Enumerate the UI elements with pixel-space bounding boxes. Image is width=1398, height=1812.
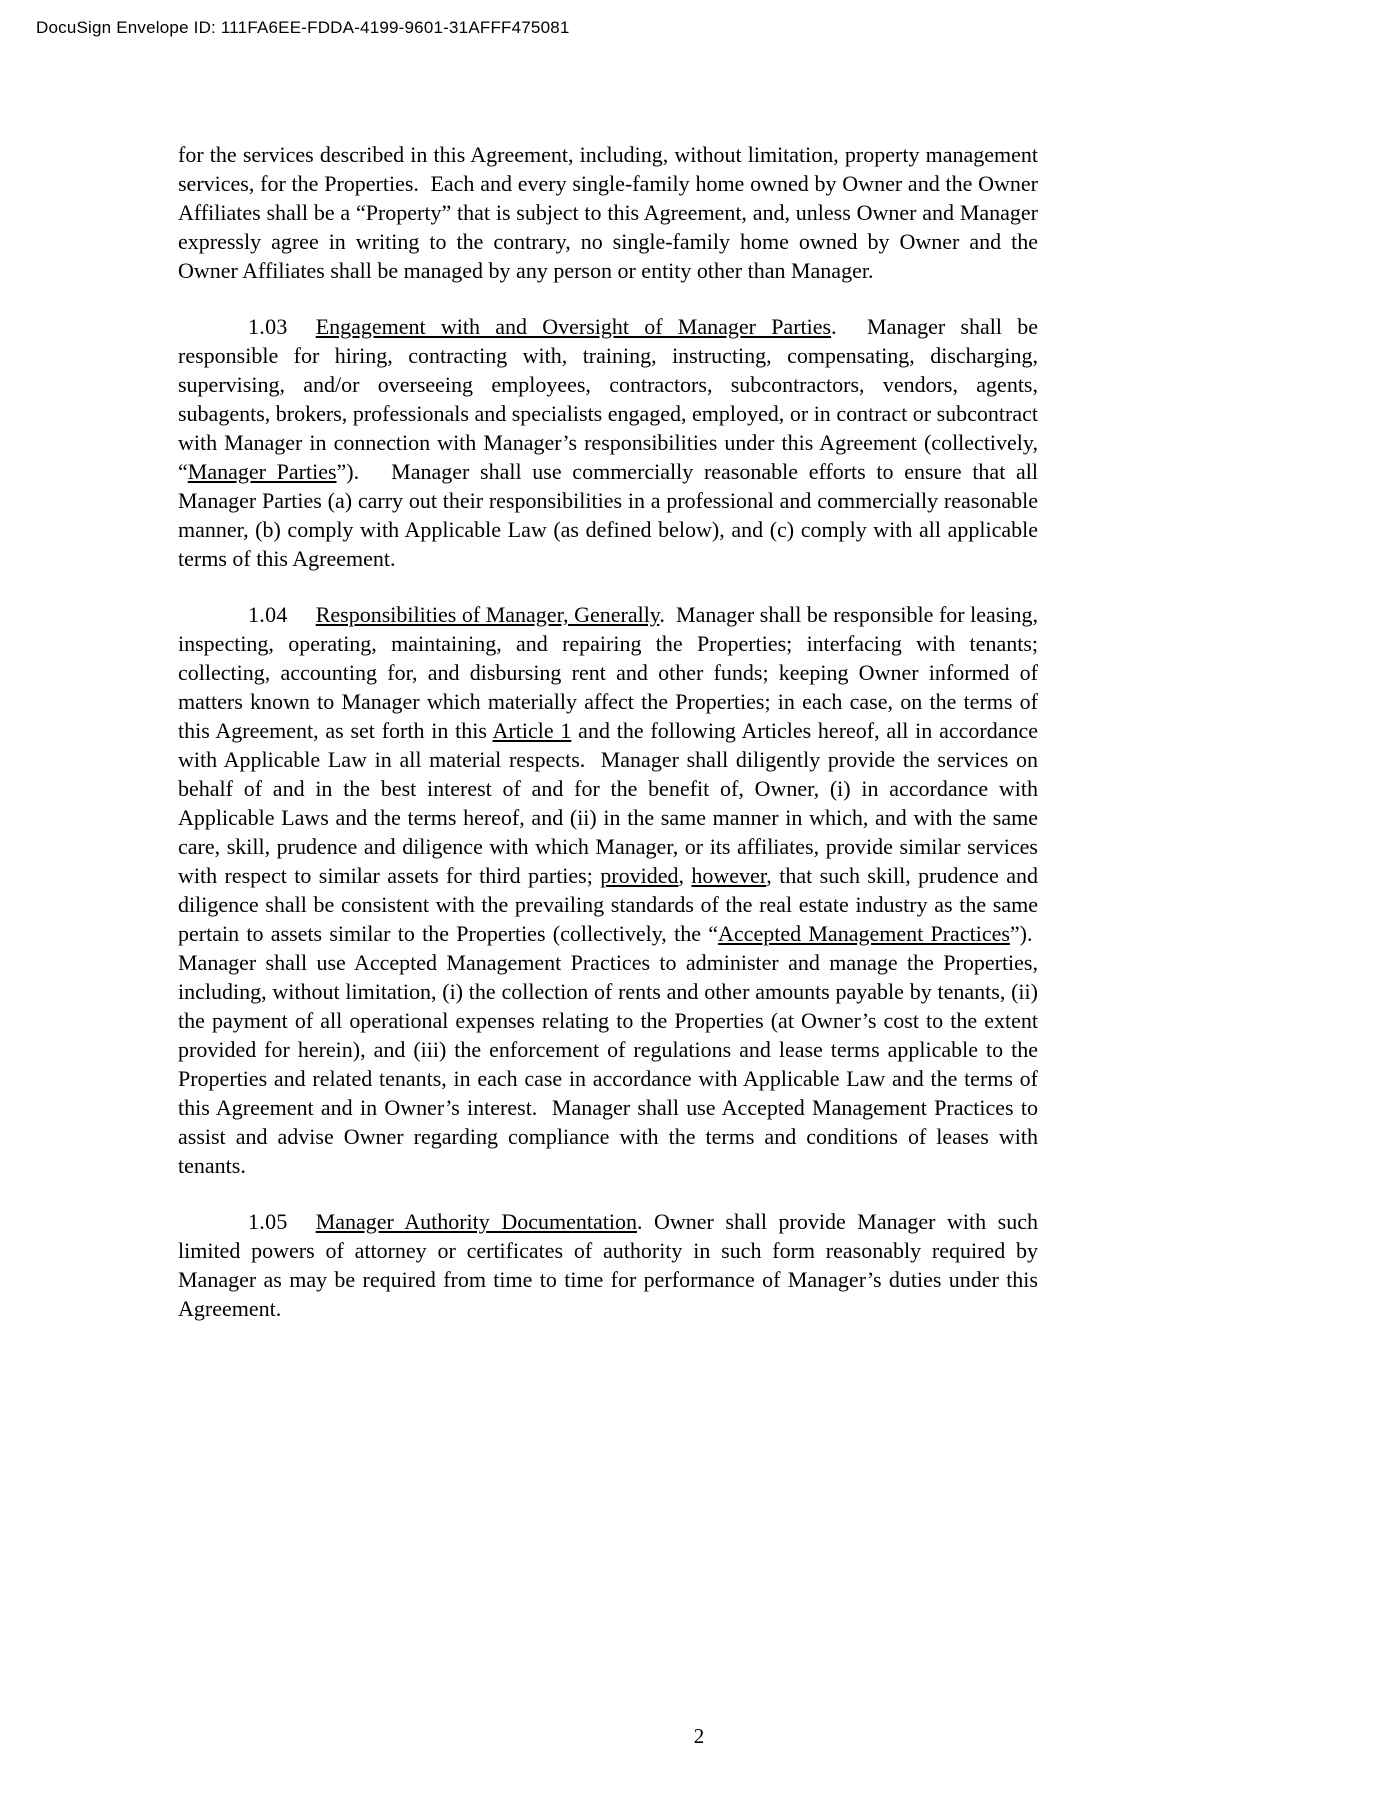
text-run: . Manager shall be responsible for leasing, inspecting, operating, maintaining, and repairing the Properties; interfacing with tenants; collecting, accounting for, and disbursing rent and other funds; keeping Owner informed of matters known to Manager which materially affect the Properties; in each case, on the terms of this Agreement, as set forth in this (178, 602, 1038, 743)
underlined-text-run: Article 1 (492, 718, 572, 743)
text-run: . Owner shall provide Manager with such limited powers of attorney or certificates of authority in such form reasonably required by Manager as may be required from time to time for performance of Manager’s duties under this Agreement. (178, 1209, 1038, 1321)
paragraph (178, 1207, 1038, 1323)
document-body (178, 140, 1038, 1350)
text-run: and the following Articles hereof, all in accordance with Applicable Law in all material respects. Manager shall diligently provide the services on behalf of and in the best interest of and for the benefit of, Owner, (i) in accordance with Applicable Laws and the terms hereof, and (ii) in the same manner in which, and with the same care, skill, prudence and diligence with which Manager, or its affiliates, provide similar services with respect to similar assets for third parties; (178, 718, 1038, 888)
paragraph (178, 140, 1038, 285)
docusign-envelope-id: DocuSign Envelope ID: 111FA6EE-FDDA-4199-9601-31AFFF475081 (36, 18, 570, 37)
section-number: 1.03 (248, 314, 288, 339)
text-run: , (678, 863, 692, 888)
text-run: for the services described in this Agreement, including, without limitation, property management services, for the Properties. Each and every single-family home owned by Owner and the Owner Affiliates shall be a “Property” that is subject to this Agreement, and, unless Owner and Manager expressly agree in writing to the contrary, no single-family home owned by Owner and the Owner Affiliates shall be managed by any person or entity other than Manager. (178, 142, 1038, 283)
underlined-text-run: Manager Authority Documentation (315, 1209, 637, 1234)
paragraph (178, 600, 1038, 1180)
text-run: . Manager shall be responsible for hiring, contracting with, training, instructing, compensating, discharging, supervising, and/or overseeing employees, contractors, subcontractors, vendors, agents, subagents, brokers, professionals and specialists engaged, employed, or in contract or subcontract with Manager in connection with Manager’s responsibilities under this Agreement (collectively, “ (178, 314, 1039, 484)
underlined-text-run: Engagement with and Oversight of Manager Parties (315, 314, 832, 339)
underlined-text-run: provided (600, 863, 679, 888)
underlined-text-run: Manager Parties (187, 459, 337, 484)
section-number: 1.04 (248, 602, 288, 627)
underlined-text-run: however (691, 863, 767, 888)
text-run: ”). Manager shall use commercially reasonable efforts to ensure that all Manager Parties (a) carry out their responsibilities in a professional and commercially reasonable manner, (b) comply with Applicable Law (as defined below), and (c) comply with all applicable terms of this Agreement. (178, 459, 1038, 571)
text-run: ”). Manager shall use Accepted Management Practices to administer and manage the Properties, including, without limitation, (i) the collection of rents and other amounts payable by tenants, (ii) the payment of all operational expenses relating to the Properties (at Owner’s cost to the extent provided for herein), and (iii) the enforcement of regulations and lease terms applicable to the Properties and related tenants, in each case in accordance with Applicable Law and the terms of this Agreement and in Owner’s interest. Manager shall use Accepted Management Practices to assist and advise Owner regarding compliance with the terms and conditions of leases with tenants. (178, 921, 1038, 1178)
page-number: 2 (693, 1724, 705, 1748)
section-number: 1.05 (248, 1209, 288, 1234)
text-run: , that such skill, prudence and diligence shall be consistent with the prevailing standards of the real estate industry as the same pertain to assets similar to the Properties (collectively, the “ (178, 863, 1038, 946)
underlined-text-run: Accepted Management Practices (718, 921, 1010, 946)
underlined-text-run: Responsibilities of Manager, Generally (315, 602, 660, 627)
paragraph (178, 312, 1038, 573)
